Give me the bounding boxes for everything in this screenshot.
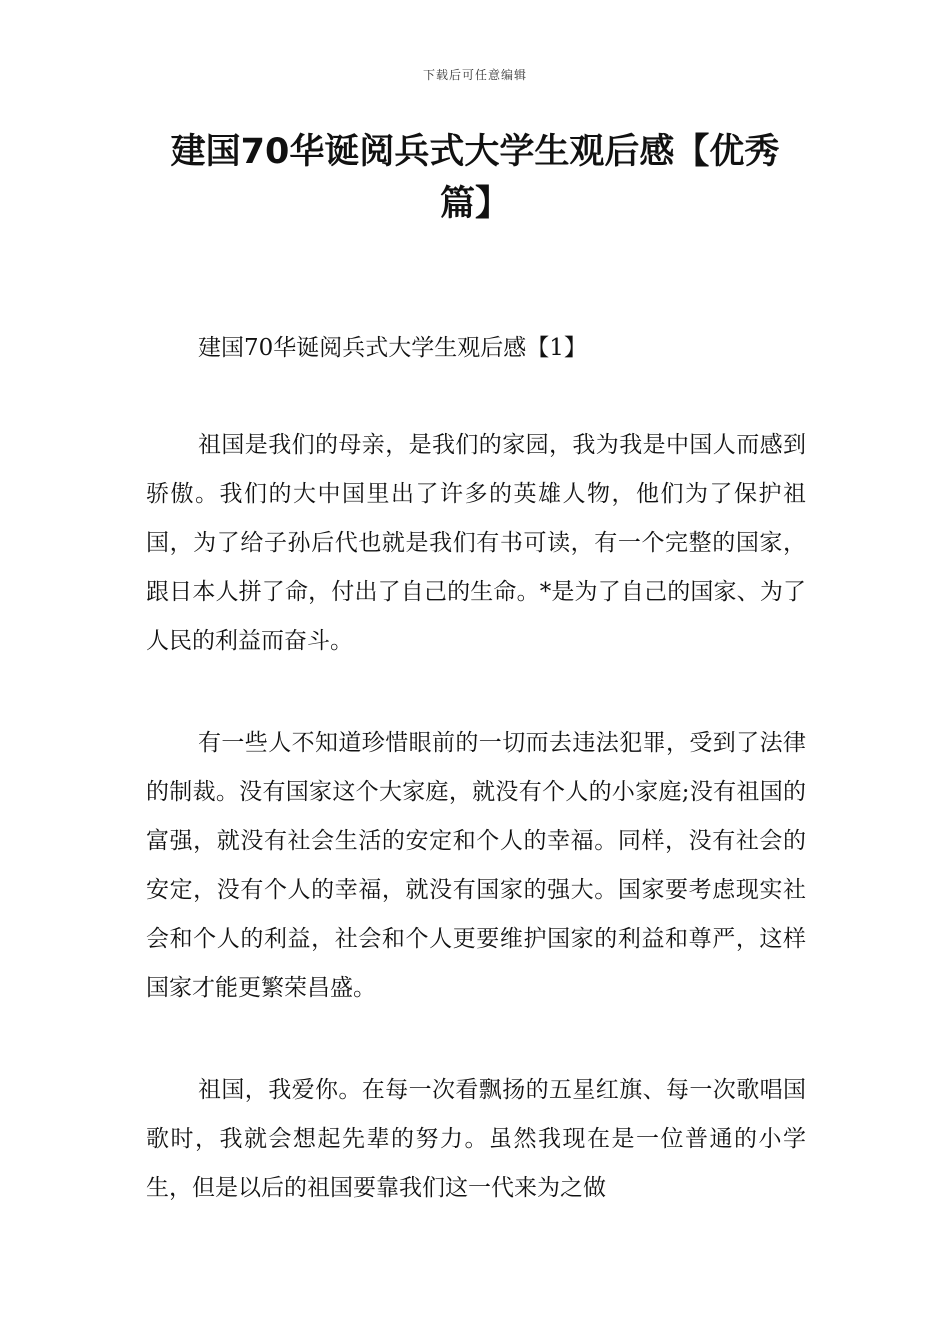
paragraph-2: 有一些人不知道珍惜眼前的一切而去违法犯罪，受到了法律的制裁。没有国家这个大家庭，就没有个人的小家庭;没有祖国的富强，就没有社会生活的安定和个人的幸福。同样，没有社会的安定，没有个人的幸福，就没有国家的强大。国家要考虑现实社会和个人的利益，社会和个人更要维护国家的利益和尊严，这样国家才能更繁荣昌盛。 xyxy=(146,730,806,1001)
paragraph-1: 祖国是我们的母亲，是我们的家园，我为我是中国人而感到骄傲。我们的大中国里出了许多的英雄人物，他们为了保护祖国，为了给子孙后代也就是我们有书可读，有一个完整的国家，跟日本人拼了命，付出了自己的生命。*是为了自己的国家、为了人民的利益而奋斗。 xyxy=(146,432,806,654)
header-note: 下载后可任意编辑 xyxy=(422,68,527,82)
paragraph-3: 祖国，我爱你。在每一次看飘扬的五星红旗、每一次歌唱国歌时，我就会想起先辈的努力。虽然我现在是一位普通的小学生，但是以后的祖国要靠我们这一代来为之做 xyxy=(146,1077,806,1201)
section-heading: 建国70华诞阅兵式大学生观后感【1】 xyxy=(198,335,587,361)
document-title: 建国70华诞阅兵式大学生观后感【优秀篇】 xyxy=(170,132,780,224)
document-body xyxy=(146,330,806,1266)
